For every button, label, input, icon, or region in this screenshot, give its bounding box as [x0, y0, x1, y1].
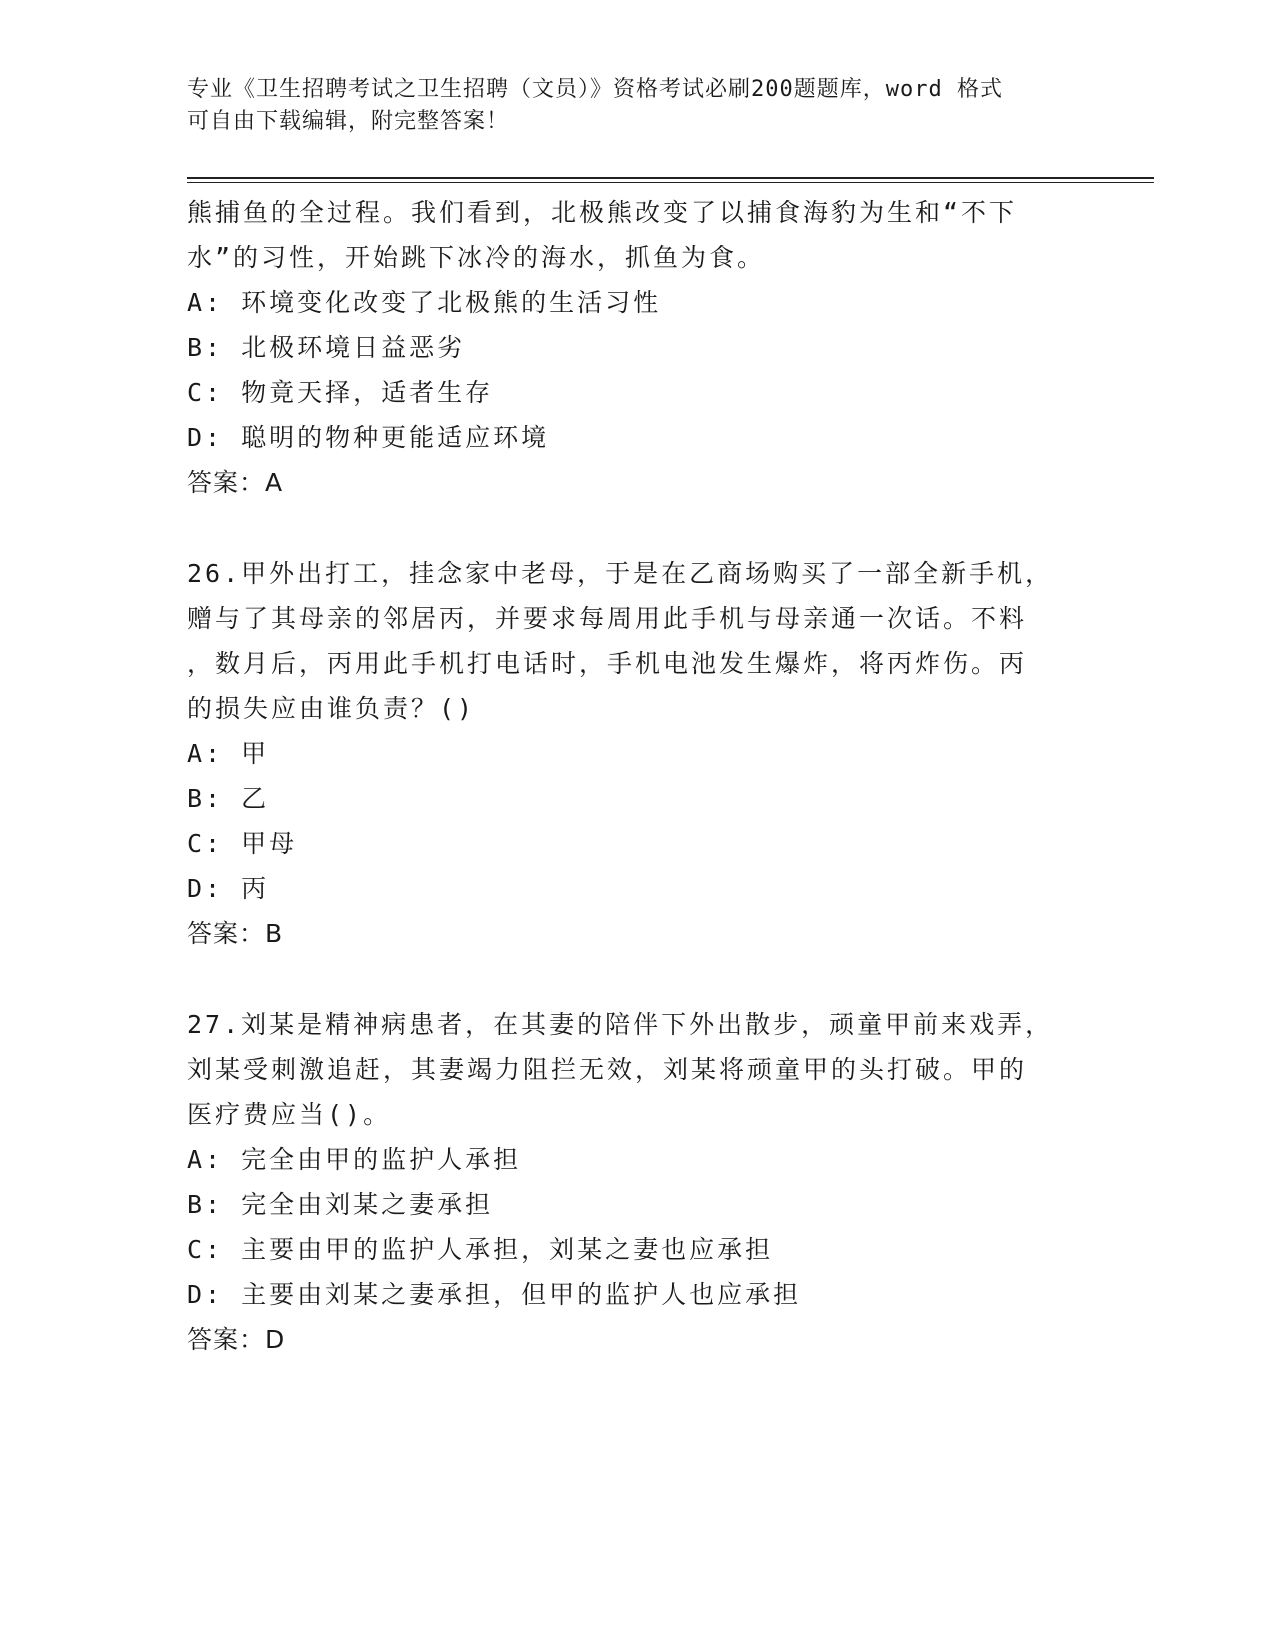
- option-a: A: 甲: [187, 739, 270, 768]
- answer-line: 答案：A: [187, 468, 284, 497]
- spacer: [187, 956, 1067, 1002]
- question-text-line: 刘某受刺激追赶，其妻竭力阻拦无效，刘某将顽童甲的头打破。甲的: [187, 1055, 1028, 1084]
- option-d: D: 主要由刘某之妻承担，但甲的监护人也应承担: [187, 1280, 802, 1309]
- question-text-line: 26.甲外出打工，挂念家中老母，于是在乙商场购买了一部全新手机，: [187, 559, 1054, 588]
- question-text-line: 赠与了其母亲的邻居丙，并要求每周用此手机与母亲通一次话。不料: [187, 604, 1028, 633]
- question-text-line: ，数月后，丙用此手机打电话时，手机电池发生爆炸，将丙炸伤。丙: [187, 649, 1028, 678]
- option-a: A: 完全由甲的监护人承担: [187, 1145, 522, 1174]
- answer-line: 答案：B: [187, 919, 284, 948]
- question-25-continuation: [187, 190, 1067, 505]
- option-b: B: 完全由刘某之妻承担: [187, 1190, 494, 1219]
- question-27: [187, 1002, 1067, 1362]
- option-d: D: 聪明的物种更能适应环境: [187, 423, 550, 452]
- header-line-2: 可自由下载编辑，附完整答案！: [187, 109, 510, 134]
- option-a: A: 环境变化改变了北极熊的生活习性: [187, 288, 662, 317]
- question-text-line: 熊捕鱼的全过程。我们看到，北极熊改变了以捕食海豹为生和“不下: [187, 198, 1018, 227]
- question-text-line: 医疗费应当()。: [187, 1100, 392, 1129]
- option-b: B: 乙: [187, 784, 270, 813]
- option-d: D: 丙: [187, 874, 270, 903]
- question-text-line: 水”的习性，开始跳下冰冷的海水，抓鱼为食。: [187, 243, 766, 272]
- spacer: [187, 505, 1067, 551]
- answer-line: 答案：D: [187, 1325, 286, 1354]
- header-rule-thick: [187, 177, 1154, 179]
- option-b: B: 北极环境日益恶劣: [187, 333, 466, 362]
- option-c: C: 主要由甲的监护人承担，刘某之妻也应承担: [187, 1235, 774, 1264]
- question-text-line: 27.刘某是精神病患者，在其妻的陪伴下外出散步，顽童甲前来戏弄，: [187, 1010, 1054, 1039]
- option-c: C: 甲母: [187, 829, 298, 858]
- document-header: [187, 74, 1067, 138]
- question-text-line: 的损失应由谁负责？(): [187, 694, 476, 723]
- header-line-1: 专业《卫生招聘考试之卫生招聘（文员）》资格考试必刷200题题库，word 格式: [187, 77, 1003, 102]
- option-c: C: 物竟天择，适者生存: [187, 378, 494, 407]
- question-26: [187, 551, 1067, 956]
- header-rule-thin: [187, 182, 1154, 183]
- document-body: [187, 190, 1067, 1362]
